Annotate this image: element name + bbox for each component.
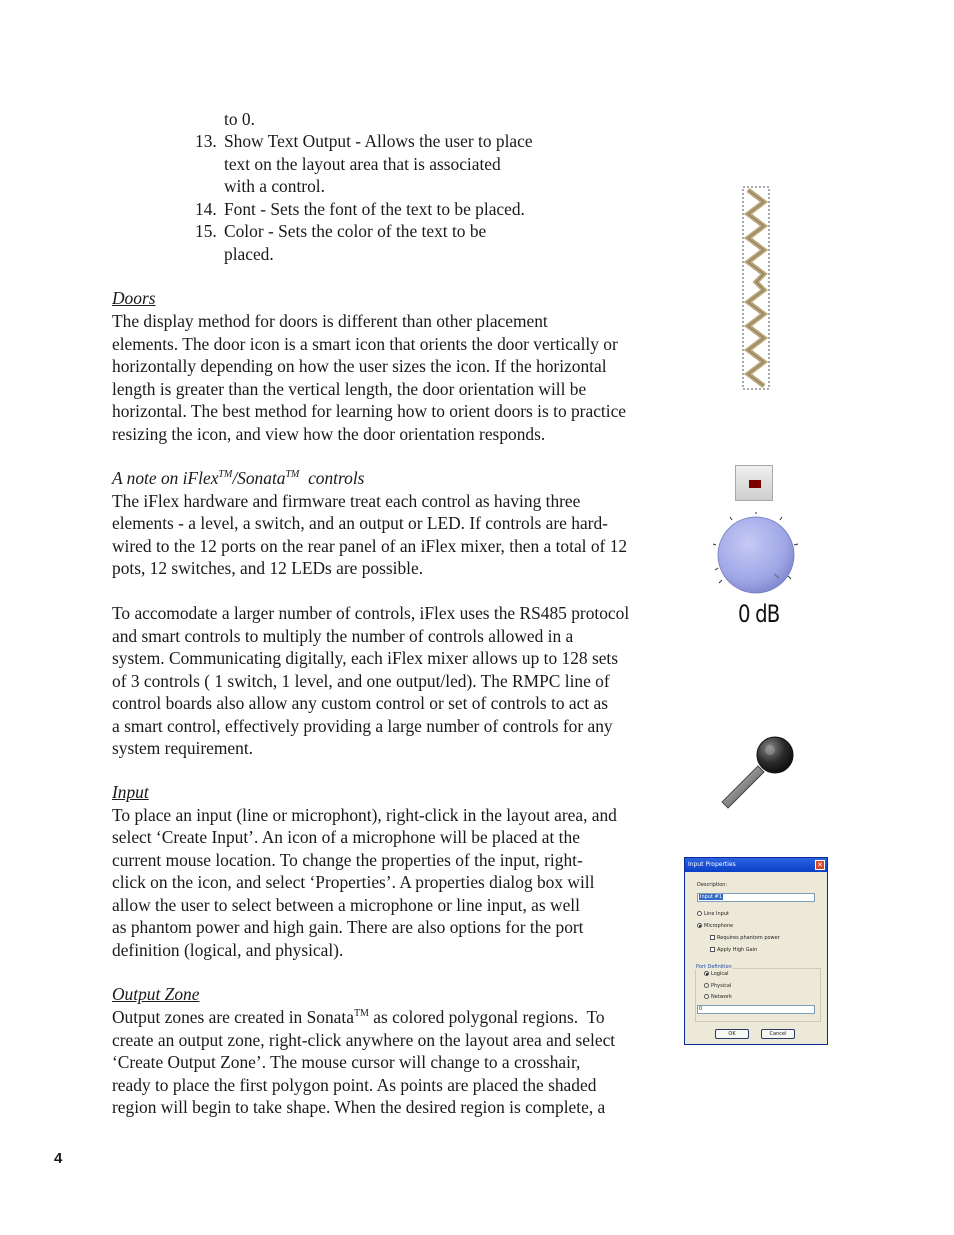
phantom-power-label: Requires phantom power — [717, 935, 780, 941]
port-number-input[interactable]: 0 — [697, 1005, 815, 1014]
input-line: as phantom power and high gain. There are also options for the port — [112, 917, 584, 937]
iflex-para2-line: a smart control, effectively providing a large number of controls for any — [112, 715, 613, 736]
dialog-title-bar — [685, 858, 827, 872]
list-continuation: to 0. — [224, 109, 255, 129]
iflex-para2-line: of 3 controls ( 1 switch, 1 level, and one output/led). The RMPC line of — [112, 670, 610, 691]
input-line: select ‘Create Input’. An icon of a microphone will be placed at the — [112, 827, 580, 847]
led-indicator — [749, 480, 761, 488]
line-input-label: Line Input — [704, 911, 729, 917]
network-label: Network — [711, 994, 732, 1000]
description-input[interactable]: Input #1 — [697, 893, 815, 902]
doors-line: length is greater than the vertical length, the door orientation will be — [112, 378, 587, 399]
list-number-14: 14. — [195, 198, 217, 219]
door-icon — [742, 186, 770, 390]
list-number-15: 15. — [195, 221, 217, 241]
microphone-icon — [718, 734, 798, 812]
output-zone-line: create an output zone, right-click anywhere on the layout area and select — [112, 1029, 616, 1050]
iflex-para2-line: control boards also allow any custom control or set of controls to act as — [112, 693, 608, 713]
input-properties-dialog — [684, 857, 828, 1045]
logical-label: Logical — [711, 971, 729, 977]
iflex-para1-line: The iFlex hardware and firmware treat each control as having three — [112, 490, 581, 511]
iflex-para2-line: system. Communicating digitally, each iFlex mixer allows up to 128 sets — [112, 648, 619, 668]
close-icon[interactable]: ✕ — [815, 860, 825, 870]
port-definition-label: Port Definition — [696, 964, 732, 970]
knob-level-label: 0 dB — [738, 600, 780, 628]
microphone-label: Microphone — [704, 923, 734, 929]
high-gain-checkbox[interactable] — [710, 947, 715, 952]
physical-label: Physical — [711, 983, 732, 989]
iflex-para1-line: wired to the 12 ports on the rear panel of an iFlex mixer, then a total of 12 — [112, 535, 628, 556]
list-item-15-line1: Color - Sets the color of the text to be — [224, 221, 487, 241]
output-zone-line: ready to place the first polygon point. As points are placed the shaded — [112, 1074, 597, 1095]
iflex-para2-line: system requirement. — [112, 738, 254, 758]
microphone-radio[interactable] — [697, 923, 702, 928]
input-line: click on the icon, and select ‘Properties’. A properties dialog box will — [112, 872, 595, 892]
list-number-13: 13. — [195, 131, 217, 151]
input-heading: Input — [112, 782, 149, 802]
list-item-14-line1: Font - Sets the font of the text to be placed. — [224, 198, 525, 219]
list-item-13-line2: text on the layout area that is associated — [224, 153, 501, 174]
doors-line: The display method for doors is different than other placement — [112, 311, 548, 331]
input-line: To place an input (line or microphont), right-click in the layout area, and — [112, 804, 617, 825]
iflex-para2-line: To accomodate a larger number of controls, iFlex uses the RS485 protocol — [112, 603, 630, 623]
phantom-power-checkbox[interactable] — [710, 935, 715, 940]
logical-radio[interactable] — [704, 971, 709, 976]
physical-radio[interactable] — [704, 983, 709, 988]
list-item-13-line1: Show Text Output - Allows the user to place — [224, 131, 533, 151]
input-line: allow the user to select between a microphone or line input, as well — [112, 894, 580, 915]
high-gain-label: Apply High Gain — [717, 947, 758, 953]
input-line: current mouse location. To change the properties of the input, right- — [112, 849, 583, 870]
doors-line: resizing the icon, and view how the door orientation responds. — [112, 423, 546, 444]
level-knob-icon — [712, 512, 802, 602]
iflex-para1-line: pots, 12 switches, and 12 LEDs are possible. — [112, 558, 424, 578]
iflex-note-heading: A note on iFlex™/Sonata™ controls — [112, 468, 365, 488]
output-zone-line: Output zones are created in Sonata™ as colored polygonal regions. To — [112, 1007, 605, 1027]
list-item-13-line3: with a control. — [224, 176, 325, 196]
iflex-para1-line: elements - a level, a switch, and an output or LED. If controls are hard- — [112, 513, 608, 533]
led-switch-icon — [735, 465, 773, 501]
output-zone-line: region will begin to take shape. When the desired region is complete, a — [112, 1097, 606, 1117]
iflex-para2-line: and smart controls to multiply the number of controls allowed in a — [112, 625, 574, 646]
list-item-15-line2: placed. — [224, 243, 274, 264]
doors-line: elements. The door icon is a smart icon that orients the door vertically or — [112, 333, 618, 354]
doors-line: horizontal. The best method for learning how to orient doors is to practice — [112, 401, 627, 421]
dialog-title: Input Properties — [688, 861, 736, 868]
line-input-radio[interactable] — [697, 911, 702, 916]
output-zone-line: ‘Create Output Zone’. The mouse cursor will change to a crosshair, — [112, 1052, 581, 1072]
output-zone-heading: Output Zone — [112, 984, 200, 1004]
ok-button[interactable]: OK — [715, 1029, 749, 1039]
cancel-button[interactable]: Cancel — [761, 1029, 795, 1039]
doors-line: horizontally depending on how the user sizes the icon. If the horizontal — [112, 356, 607, 376]
description-label: Description: — [697, 882, 728, 888]
network-radio[interactable] — [704, 994, 709, 999]
doors-heading: Doors — [112, 288, 156, 308]
input-line: definition (logical, and physical). — [112, 939, 344, 960]
page-number: 4 — [54, 1150, 63, 1167]
